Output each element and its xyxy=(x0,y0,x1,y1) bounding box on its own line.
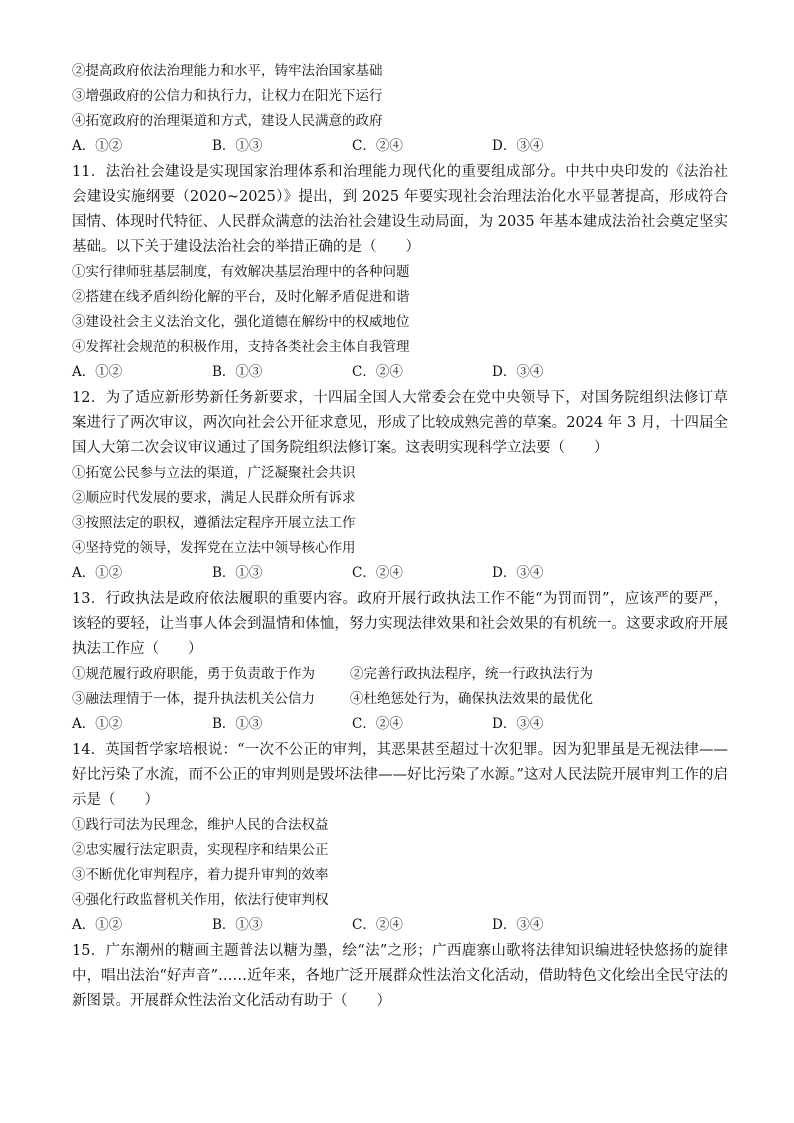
choice-item: ④杜绝惩处行为，确保执法效果的最优化 xyxy=(350,691,593,707)
choice-item: ③建设社会主义法治文化，强化道德在解纷中的权威地位 xyxy=(72,314,410,330)
choice-item: ①拓宽公民参与立法的渠道，广泛凝聚社会共识 xyxy=(72,465,356,481)
answer-options xyxy=(72,913,728,938)
option-b: B．①③ xyxy=(212,917,263,933)
option-a: A．①② xyxy=(72,138,123,154)
option-d: D．③④ xyxy=(492,138,544,154)
choice-item: ③增强政府的公信力和执行力，让权力在阳光下运行 xyxy=(72,88,383,104)
option-a: A．①② xyxy=(72,565,123,581)
option-a: A．①② xyxy=(72,364,123,380)
choice-item: ④强化行政监督机关作用，依法行使审判权 xyxy=(72,892,329,908)
question-11 xyxy=(72,160,728,385)
option-b: B．①③ xyxy=(212,716,263,732)
option-d: D．③④ xyxy=(492,917,544,933)
choice-item: ③融法理情于一体，提升执法机关公信力 xyxy=(72,691,315,707)
option-b: B．①③ xyxy=(212,138,263,154)
option-c: C．②④ xyxy=(352,364,403,380)
option-a: A．①② xyxy=(72,716,123,732)
choice-item: ①规范履行政府职能，勇于负责敢于作为 xyxy=(72,666,315,682)
question-14 xyxy=(72,738,728,938)
choice-item: ①实行律师驻基层制度，有效解决基层治理中的各种问题 xyxy=(72,264,410,280)
choice-item: ④坚持党的领导，发挥党在立法中领导核心作用 xyxy=(72,540,356,556)
choice-item: ②搭建在线矛盾纠纷化解的平台，及时化解矛盾促进和谐 xyxy=(72,289,410,305)
answer-options xyxy=(72,134,728,159)
exam-page xyxy=(72,59,728,1014)
option-b: B．①③ xyxy=(212,565,263,581)
choice-item: ①践行司法为民理念，维护人民的合法权益 xyxy=(72,817,329,833)
choice-row xyxy=(72,687,728,712)
answer-options xyxy=(72,712,728,737)
option-d: D．③④ xyxy=(492,716,544,732)
choice-item: ④拓宽政府的治理渠道和方式，建设人民满意的政府 xyxy=(72,113,383,129)
option-c: C．②④ xyxy=(352,716,403,732)
choice-item: ③不断优化审判程序，着力提升审判的效率 xyxy=(72,867,329,883)
option-c: C．②④ xyxy=(352,138,403,154)
choice-item: ④发挥社会规范的积极作用，支持各类社会主体自我管理 xyxy=(72,339,410,355)
option-c: C．②④ xyxy=(352,917,403,933)
question-stem: 15．广东潮州的糖画主题普法以糖为墨，绘“法”之形；广西鹿寨山歌将法律知识编进轻快悠扬的旋律中，唱出法治“好声音”……近年来，各地广泛开展群众性法治文化活动，借助特色文化绘出全民守法的新图景。开展群众性法治文化活动有助于（ ） xyxy=(72,943,728,1009)
option-c: C．②④ xyxy=(352,565,403,581)
question-10 xyxy=(72,59,728,159)
choice-row xyxy=(72,662,728,687)
option-d: D．③④ xyxy=(492,565,544,581)
option-b: B．①③ xyxy=(212,364,263,380)
question-15 xyxy=(72,939,728,1014)
choice-item: ②完善行政执法程序，统一行政执法行为 xyxy=(350,666,593,682)
option-a: A．①② xyxy=(72,917,123,933)
option-d: D．③④ xyxy=(492,364,544,380)
choice-item: ②提高政府依法治理能力和水平，铸牢法治国家基础 xyxy=(72,63,383,79)
answer-options xyxy=(72,360,728,385)
question-stem: 13．行政执法是政府依法履职的重要内容。政府开展行政执法工作不能“为罚而罚”，应该严的要严，该轻的要轻，让当事人体会到温情和体恤，努力实现法律效果和社会效果的有机统一。这要求政府开展执法工作应（ ） xyxy=(72,591,728,657)
question-13 xyxy=(72,587,728,737)
choice-item: ③按照法定的职权，遵循法定程序开展立法工作 xyxy=(72,515,356,531)
question-12 xyxy=(72,386,728,586)
question-stem: 12．为了适应新形势新任务新要求，十四届全国人大常委会在党中央领导下，对国务院组织法修订草案进行了两次审议，两次向社会公开征求意见，形成了比较成熟完善的草案。2024 年 3 月，十四届全国人大第二次会议审议通过了国务院组织法修订案。这表明实现科学立法要（ ） xyxy=(72,390,728,456)
choice-item: ②忠实履行法定职责，实现程序和结果公正 xyxy=(72,842,329,858)
question-stem: 11．法治社会建设是实现国家治理体系和治理能力现代化的重要组成部分。中共中央印发的《法治社会建设实施纲要（2020~2025）》提出，到 2025 年要实现社会治理法治化水平显著提高，形成符合国情、体现时代特征、人民群众满意的法治社会建设生动局面，为 2035 年基本建成法治社会奠定坚实基础。以下关于建设法治社会的举措正确的是（ ） xyxy=(72,164,728,255)
question-stem: 14．英国哲学家培根说：“一次不公正的审判，其恶果甚至超过十次犯罪。因为犯罪虽是无视法律——好比污染了水流，而不公正的审判则是毁坏法律——好比污染了水源。”这对人民法院开展审判工作的启示是（ ） xyxy=(72,742,728,808)
answer-options xyxy=(72,561,728,586)
choice-item: ②顺应时代发展的要求，满足人民群众所有诉求 xyxy=(72,490,356,506)
